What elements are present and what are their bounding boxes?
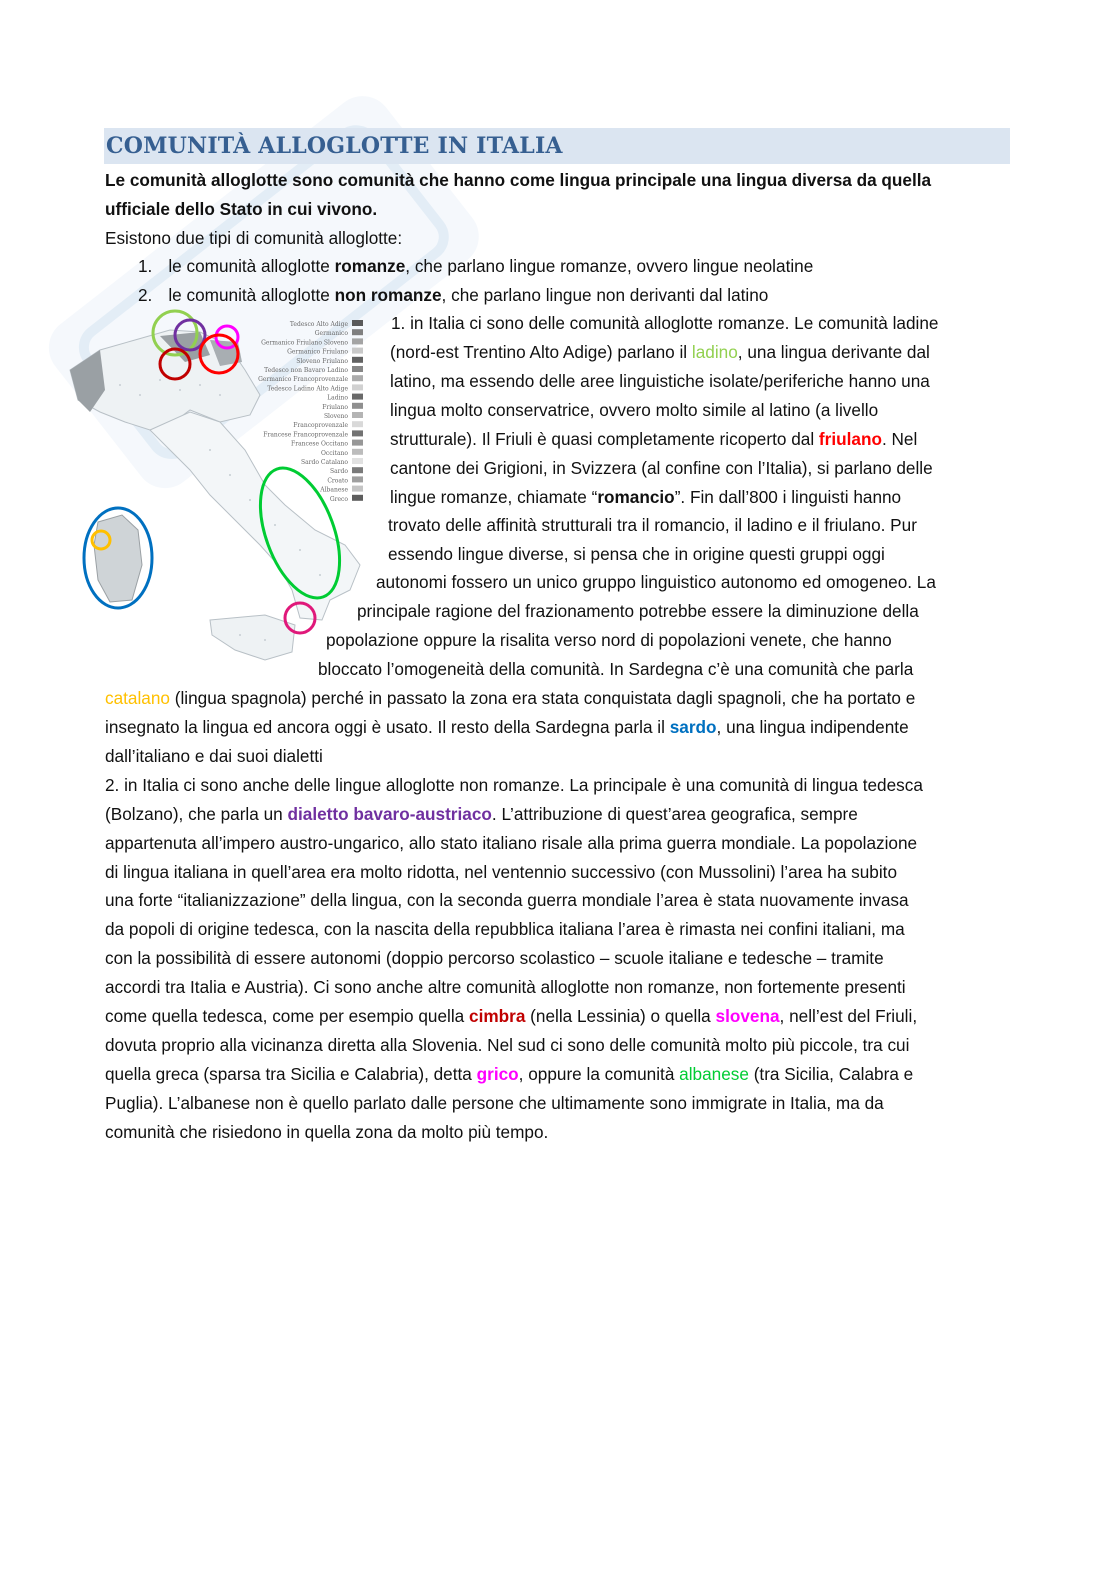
paragraph-2-line: con la possibilità di essere autonomi (doppio percorso scolastico – scuole italiane e tedesche – tramite (105, 948, 884, 968)
map-legend-label: Albanese (320, 486, 348, 494)
map-legend-swatch (352, 338, 363, 344)
map-legend-label: Tedesco Alto Adige (289, 321, 348, 328)
map-legend-label: Occitano (320, 449, 348, 457)
paragraph-2-line: Puglia). L’albanese non è quello parlato dalle persone che ultimamente sono immigrate in Italia, ma da (105, 1093, 884, 1113)
paragraph-1-line: principale ragione del frazionamento potrebbe essere la diminuzione della (357, 601, 919, 621)
paragraph-1-line: cantone dei Grigioni, in Svizzera (al confine con l’Italia), si parlano delle (390, 458, 933, 478)
map-legend-swatch (352, 412, 363, 418)
map-legend (258, 320, 363, 503)
keyword-slovena: slovena (715, 1006, 780, 1026)
map-legend-label: Friulano (322, 403, 348, 411)
keyword-albanese: albanese (679, 1064, 749, 1084)
map-legend-swatch (352, 467, 363, 473)
map-legend-swatch (352, 486, 363, 492)
paragraph-2-line: una forte “italianizzazione” della lingua, con la seconda guerra mondiale l’area è stata nuovamente invasa (105, 890, 909, 910)
map-legend-swatch (352, 394, 363, 400)
paragraph-1-line: trovato delle affinità strutturali tra il romancio, il ladino e il friulano. Pur (388, 515, 917, 535)
map-legend-label: Croato (327, 477, 348, 485)
paragraph-1-line: strutturale). Il Friuli è quasi completamente ricoperto dal friulano. Nel (390, 429, 918, 449)
keyword-catalano: catalano (105, 688, 170, 708)
map-legend-swatch (352, 495, 363, 501)
intro-line-1: Le comunità alloglotte sono comunità che hanno come lingua principale una lingua diversa da quella (105, 170, 932, 190)
map-legend-label: Greco (329, 495, 348, 503)
map-legend-label: Sloveno (323, 413, 348, 420)
map-legend-swatch (352, 449, 363, 455)
map-legend-swatch (352, 421, 363, 427)
paragraph-2-line: come quella tedesca, come per esempio quella cimbra (nella Lessinia) o quella slovena, nell’est del Friuli, (105, 1006, 918, 1026)
keyword-ladino: ladino (691, 342, 738, 362)
list-text: le comunità alloglotte (168, 285, 335, 305)
map-legend-label: Germanico Friulano (287, 348, 348, 356)
map-legend-label: Francoprovenzale (293, 422, 348, 430)
paragraph-1-line: lingua molto conservatrice, ovvero molto simile al latino (a livello (390, 400, 879, 420)
paragraph-1-line: lingue romanze, chiamate “romancio”. Fin dall’800 i linguisti hanno (390, 487, 902, 507)
map-legend-label: Tedesco Ladino Alto Adige (267, 385, 348, 393)
map-legend-label: Sloveno Friulano (296, 357, 348, 365)
list-text: le comunità alloglotte (168, 256, 335, 276)
map-legend-swatch (352, 458, 363, 464)
paragraph-2-line: (Bolzano), che parla un dialetto bavaro-austriaco. L’attribuzione di quest’area geografica, sempre (105, 804, 858, 824)
paragraph-1-line: 1. in Italia ci sono delle comunità alloglotte romanze. Le comunità ladine (391, 313, 939, 333)
keyword-grico: grico (476, 1064, 519, 1084)
paragraph-1-line: latino, ma essendo delle aree linguistiche isolate/periferiche hanno una (390, 371, 930, 391)
map-legend-label: Tedesco non Bavaro Ladino (264, 367, 348, 374)
keyword-friulano: friulano (818, 429, 882, 449)
map-legend-label: Sardo (329, 468, 348, 476)
list-keyword: non romanze (334, 285, 442, 305)
paragraph-1-line: bloccato l’omogeneità della comunità. In Sardegna c’è una comunità che parla (318, 659, 914, 679)
map-legend-swatch (352, 384, 363, 390)
paragraph-1-line: popolazione oppure la risalita verso nord di popolazioni venete, che hanno (326, 630, 892, 650)
map-legend-label: Germanico Francoprovenzale (258, 376, 348, 384)
list-number: 1. (138, 256, 153, 276)
map-legend-label: Germanico (314, 330, 348, 338)
map-legend-label: Germanico Friulano Sloveno (261, 339, 348, 347)
paragraph-2-line: quella greca (sparsa tra Sicilia e Calabria), detta grico, oppure la comunità albanese (tra Sicilia, Calabra e (105, 1064, 914, 1084)
paragraph-1-line: insegnato la lingua ed ancora oggi è usato. Il resto della Sardegna parla il sardo, una lingua indipendente (105, 717, 909, 737)
map-legend-swatch (352, 476, 363, 482)
paragraph-1-line: autonomi fossero un unico gruppo linguistico autonomo ed omogeneo. La (376, 572, 936, 592)
paragraph-2-line: comunità che risiedono in quella zona da molto più tempo. (105, 1122, 549, 1142)
paragraph-2-line: accordi tra Italia e Austria). Ci sono anche altre comunità alloglotte non romanze, non fortemente presenti (105, 977, 906, 997)
keyword-sardo: sardo (669, 717, 717, 737)
paragraph-2-line: appartenuta all’impero austro-ungarico, allo stato italiano risale alla prima guerra mondiale. La popolazione (105, 833, 918, 853)
map-legend-swatch (352, 430, 363, 436)
list-number: 2. (138, 285, 153, 305)
paragraph-2-line: 2. in Italia ci sono anche delle lingue alloglotte non romanze. La principale è una comunità di lingua tedesca (105, 775, 923, 795)
map-legend-label: Francese Francoprovenzale (263, 431, 348, 439)
list-text: , che parlano lingue non derivanti dal latino (441, 285, 769, 305)
map-legend-label: Ladino (327, 394, 348, 402)
map-legend-swatch (352, 320, 363, 326)
paragraph-1-line: catalano (lingua spagnola) perché in passato la zona era stata conquistata dagli spagnoli, che ha portato e (105, 688, 916, 708)
paragraph-2-line: dovuta proprio alla vicinanza diretta alla Slovenia. Nel sud ci sono delle comunità molto più piccole, tra cui (105, 1035, 910, 1055)
paragraph-1-line: (nord-est Trentino Alto Adige) parlano il ladino, una lingua derivante dal (390, 342, 930, 362)
list-text: , che parlano lingue romanze, ovvero lingue neolatine (405, 256, 814, 276)
paragraph-1-line: essendo lingue diverse, si pensa che in origine questi gruppi oggi (388, 544, 885, 564)
keyword-cimbra: cimbra (469, 1006, 526, 1026)
intro-line-2: ufficiale dello Stato in cui vivono. (105, 199, 378, 219)
map-legend-swatch (352, 348, 363, 354)
paragraph-2-line: da popoli di origine tedesca, con la nascita della repubblica italiana l’area è rimasta nei confini italiani, ma (105, 919, 905, 939)
intro-line-3: Esistono due tipi di comunità alloglotte: (105, 228, 403, 248)
map-legend-swatch (352, 403, 363, 409)
map-legend-label: Sardo Catalano (300, 459, 348, 466)
keyword-bavaro-austriaco: dialetto bavaro-austriaco (287, 804, 492, 824)
list-item (138, 252, 813, 281)
list-keyword: romanze (334, 256, 406, 276)
map-legend-swatch (352, 329, 363, 335)
keyword-romancio: romancio (597, 487, 675, 507)
map-legend-swatch (352, 375, 363, 381)
map-legend-swatch (352, 357, 363, 363)
paragraph-2-line: di lingua italiana in quell’area era molto ridotta, nel ventennio successivo (con Mussolini) l’area ha subito (105, 862, 898, 882)
page-title: COMUNITÀ ALLOGLOTTE IN ITALIA (106, 133, 563, 159)
map-legend-label: Francese Occitano (291, 440, 348, 448)
map-legend-swatch (352, 440, 363, 446)
paragraph-1-line: dall’italiano e dai suoi dialetti (105, 746, 323, 766)
map-legend-swatch (352, 366, 363, 372)
